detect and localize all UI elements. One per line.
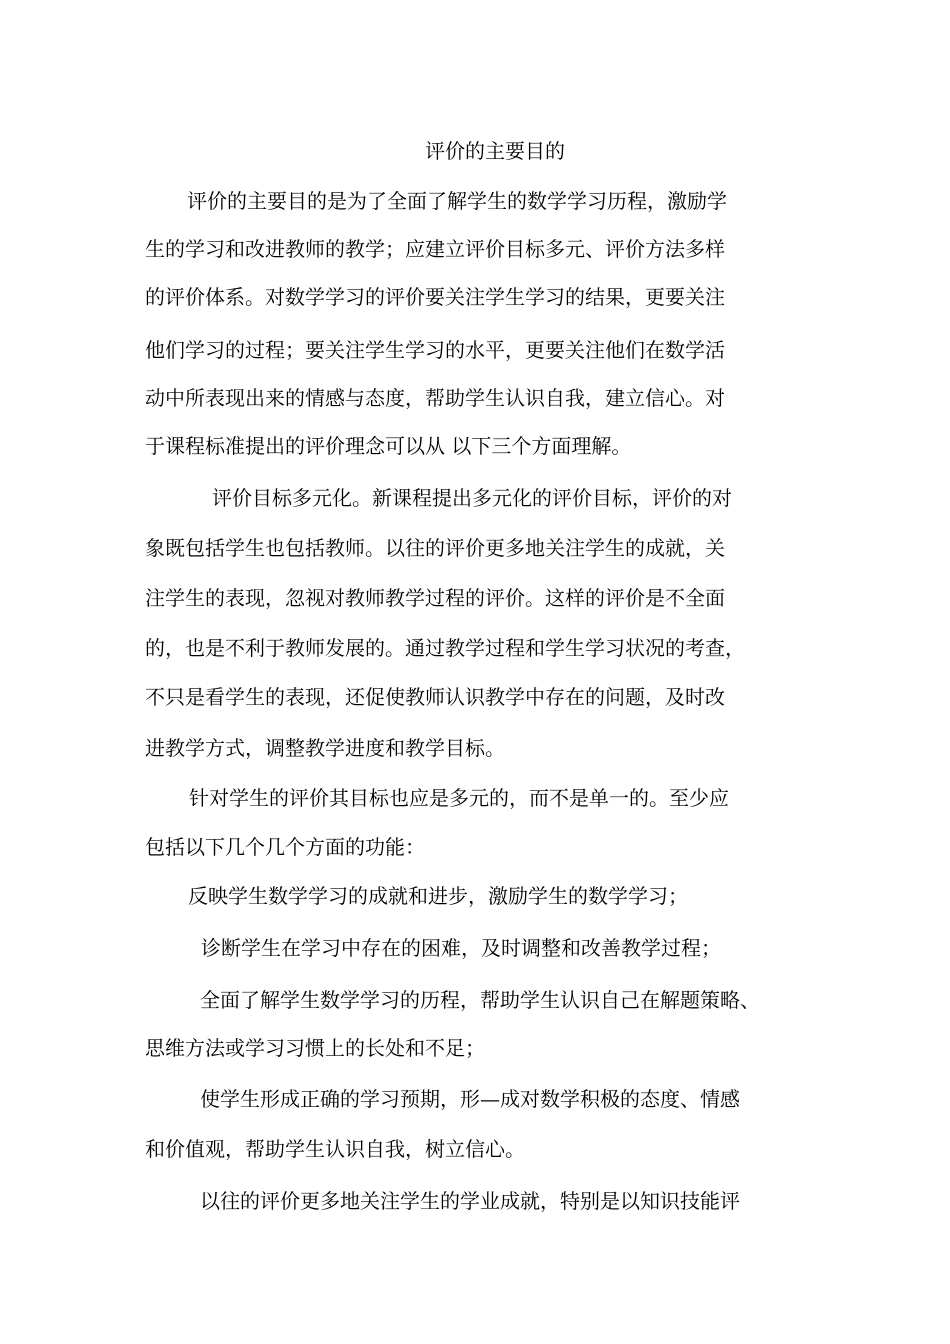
text-line: 象既包括学生也包括教师。以往的评价更多地关注学生的成就，关 bbox=[145, 536, 725, 560]
text-line: 反映学生数学学习的成就和进步，激励学生的数学学习； bbox=[188, 884, 688, 908]
text-line: 评价目标多元化。新课程提出多元化的评价目标，评价的对 bbox=[212, 486, 732, 510]
text-line: 进教学方式，调整教学进度和教学目标。 bbox=[145, 736, 505, 760]
text-line: 和价值观，帮助学生认识自我，树立信心。 bbox=[145, 1137, 525, 1161]
text-line: 的评价体系。对数学学习的评价要关注学生学习的结果，更要关注 bbox=[145, 285, 725, 309]
text-line: 评价的主要目的是为了全面了解学生的数学学习历程，激励学 bbox=[187, 189, 727, 213]
text-line: 不只是看学生的表现，还促使教师认识教学中存在的问题，及时改 bbox=[145, 685, 725, 709]
text-line: 注学生的表现，忽视对教师教学过程的评价。这样的评价是不全面 bbox=[145, 586, 725, 610]
text-line: 思维方法或学习习惯上的长处和不足； bbox=[145, 1036, 485, 1060]
text-line: 动中所表现出来的情感与态度，帮助学生认识自我，建立信心。对 bbox=[145, 386, 725, 410]
document-title: 评价的主要目的 bbox=[425, 139, 565, 163]
text-line: 包括以下几个几个方面的功能： bbox=[145, 835, 425, 859]
text-line: 他们学习的过程；要关注学生学习的水平，更要关注他们在数学活 bbox=[145, 338, 725, 362]
text-line: 诊断学生在学习中存在的困难，及时调整和改善教学过程； bbox=[201, 936, 721, 960]
text-line: 全面了解学生数学学习的历程，帮助学生认识自己在解题策略、 bbox=[200, 988, 760, 1012]
text-line: 生的学习和改进教师的教学；应建立评价目标多元、评价方法多样 bbox=[145, 237, 725, 261]
text-line: 的，也是不利于教师发展的。通过教学过程和学生学习状况的考查， bbox=[145, 636, 745, 660]
text-line: 以往的评价更多地关注学生的学业成就，特别是以知识技能评 bbox=[200, 1189, 740, 1213]
text-line: 针对学生的评价其目标也应是多元的，而不是单一的。至少应 bbox=[189, 786, 729, 810]
text-line: 使学生形成正确的学习预期，形—成对数学积极的态度、情感 bbox=[200, 1087, 740, 1111]
text-line: 于课程标准提出的评价理念可以从 以下三个方面理解。 bbox=[145, 434, 632, 458]
